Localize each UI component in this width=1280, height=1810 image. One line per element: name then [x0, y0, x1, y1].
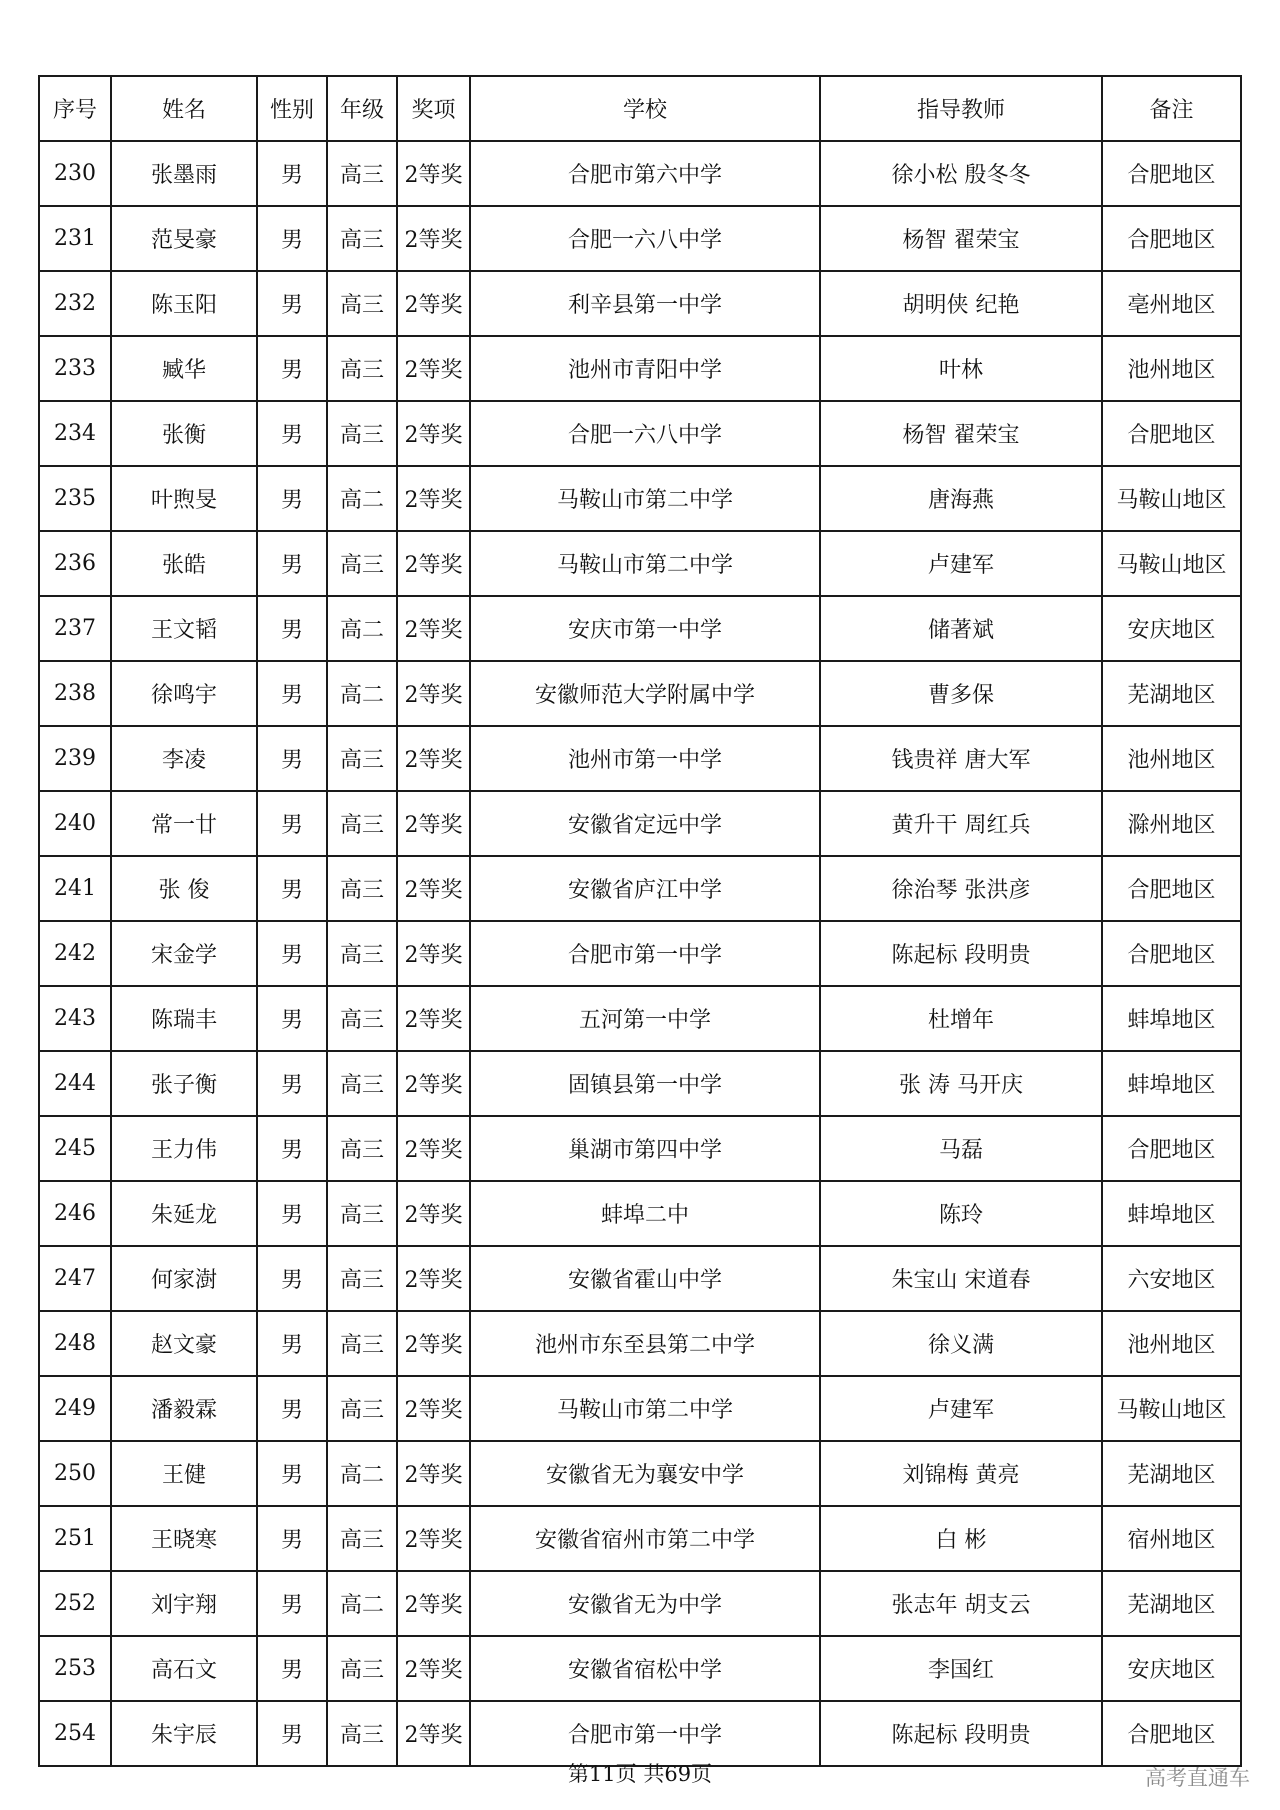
- cell-no: 242: [39, 921, 111, 986]
- table-row: [39, 271, 1241, 336]
- cell-award: 2等奖: [397, 1051, 470, 1116]
- table-row: [39, 856, 1241, 921]
- cell-gender: 男: [257, 921, 327, 986]
- table-row: [39, 596, 1241, 661]
- cell-note: 六安地区: [1102, 1246, 1241, 1311]
- cell-name: 张 俊: [111, 856, 257, 921]
- cell-gender: 男: [257, 531, 327, 596]
- cell-school: 安徽省庐江中学: [470, 856, 820, 921]
- cell-gender: 男: [257, 661, 327, 726]
- cell-teacher: 徐小松 殷冬冬: [820, 141, 1102, 206]
- cell-note: 亳州地区: [1102, 271, 1241, 336]
- cell-note: 马鞍山地区: [1102, 1376, 1241, 1441]
- cell-school: 安徽省宿松中学: [470, 1636, 820, 1701]
- cell-school: 安徽省宿州市第二中学: [470, 1506, 820, 1571]
- cell-school: 池州市东至县第二中学: [470, 1311, 820, 1376]
- cell-gender: 男: [257, 1441, 327, 1506]
- cell-name: 张子衡: [111, 1051, 257, 1116]
- table-row: [39, 921, 1241, 986]
- cell-grade: 高二: [327, 661, 397, 726]
- cell-gender: 男: [257, 1506, 327, 1571]
- cell-award: 2等奖: [397, 1571, 470, 1636]
- cell-note: 蚌埠地区: [1102, 986, 1241, 1051]
- cell-award: 2等奖: [397, 1441, 470, 1506]
- table-row: [39, 986, 1241, 1051]
- cell-no: 237: [39, 596, 111, 661]
- cell-teacher: 陈玲: [820, 1181, 1102, 1246]
- table-row: [39, 1441, 1241, 1506]
- cell-name: 高石文: [111, 1636, 257, 1701]
- cell-grade: 高三: [327, 1311, 397, 1376]
- cell-name: 常一廿: [111, 791, 257, 856]
- cell-award: 2等奖: [397, 401, 470, 466]
- cell-note: 合肥地区: [1102, 921, 1241, 986]
- cell-note: 芜湖地区: [1102, 661, 1241, 726]
- cell-school: 合肥一六八中学: [470, 401, 820, 466]
- cell-award: 2等奖: [397, 1506, 470, 1571]
- cell-grade: 高三: [327, 726, 397, 791]
- cell-note: 蚌埠地区: [1102, 1181, 1241, 1246]
- cell-grade: 高三: [327, 336, 397, 401]
- watermark-text: 高考直通车: [1145, 1766, 1250, 1790]
- cell-gender: 男: [257, 1116, 327, 1181]
- cell-grade: 高三: [327, 986, 397, 1051]
- cell-teacher: 钱贵祥 唐大军: [820, 726, 1102, 791]
- cell-gender: 男: [257, 1636, 327, 1701]
- cell-gender: 男: [257, 466, 327, 531]
- awards-sheet: [38, 75, 1240, 1767]
- cell-teacher: 杨智 翟荣宝: [820, 206, 1102, 271]
- cell-no: 238: [39, 661, 111, 726]
- page-footer: [0, 1758, 1280, 1788]
- cell-note: 合肥地区: [1102, 1701, 1241, 1766]
- cell-name: 李凌: [111, 726, 257, 791]
- cell-name: 朱延龙: [111, 1181, 257, 1246]
- table-row: [39, 1636, 1241, 1701]
- cell-no: 247: [39, 1246, 111, 1311]
- cell-no: 244: [39, 1051, 111, 1116]
- cell-no: 240: [39, 791, 111, 856]
- cell-grade: 高三: [327, 206, 397, 271]
- cell-no: 246: [39, 1181, 111, 1246]
- cell-no: 252: [39, 1571, 111, 1636]
- table-header: [39, 76, 1241, 141]
- cell-grade: 高三: [327, 1506, 397, 1571]
- cell-teacher: 李国红: [820, 1636, 1102, 1701]
- page-number: 第11页 共69页: [567, 1762, 713, 1786]
- cell-gender: 男: [257, 1571, 327, 1636]
- cell-award: 2等奖: [397, 531, 470, 596]
- cell-grade: 高三: [327, 921, 397, 986]
- cell-school: 利辛县第一中学: [470, 271, 820, 336]
- cell-note: 芜湖地区: [1102, 1571, 1241, 1636]
- cell-grade: 高二: [327, 1441, 397, 1506]
- cell-no: 241: [39, 856, 111, 921]
- cell-name: 赵文豪: [111, 1311, 257, 1376]
- cell-teacher: 杨智 翟荣宝: [820, 401, 1102, 466]
- cell-gender: 男: [257, 141, 327, 206]
- cell-teacher: 杜增年: [820, 986, 1102, 1051]
- cell-note: 池州地区: [1102, 336, 1241, 401]
- header-no: 序号: [39, 76, 111, 141]
- cell-grade: 高三: [327, 1051, 397, 1116]
- table-row: [39, 661, 1241, 726]
- cell-award: 2等奖: [397, 986, 470, 1051]
- cell-note: 安庆地区: [1102, 596, 1241, 661]
- cell-grade: 高三: [327, 271, 397, 336]
- cell-gender: 男: [257, 1246, 327, 1311]
- cell-award: 2等奖: [397, 921, 470, 986]
- cell-school: 池州市青阳中学: [470, 336, 820, 401]
- cell-note: 马鞍山地区: [1102, 531, 1241, 596]
- cell-teacher: 马磊: [820, 1116, 1102, 1181]
- cell-no: 231: [39, 206, 111, 271]
- cell-award: 2等奖: [397, 791, 470, 856]
- cell-teacher: 曹多保: [820, 661, 1102, 726]
- cell-school: 五河第一中学: [470, 986, 820, 1051]
- cell-school: 合肥市第一中学: [470, 921, 820, 986]
- cell-award: 2等奖: [397, 141, 470, 206]
- cell-note: 芜湖地区: [1102, 1441, 1241, 1506]
- cell-gender: 男: [257, 271, 327, 336]
- awards-table: [38, 75, 1242, 1767]
- cell-grade: 高三: [327, 1181, 397, 1246]
- cell-school: 安徽师范大学附属中学: [470, 661, 820, 726]
- table-row: [39, 1311, 1241, 1376]
- cell-name: 张皓: [111, 531, 257, 596]
- cell-school: 马鞍山市第二中学: [470, 531, 820, 596]
- cell-name: 徐鸣宇: [111, 661, 257, 726]
- table-row: [39, 1181, 1241, 1246]
- cell-grade: 高三: [327, 791, 397, 856]
- cell-teacher: 储著斌: [820, 596, 1102, 661]
- cell-note: 合肥地区: [1102, 856, 1241, 921]
- cell-teacher: 刘锦梅 黄亮: [820, 1441, 1102, 1506]
- cell-school: 马鞍山市第二中学: [470, 1376, 820, 1441]
- cell-gender: 男: [257, 1376, 327, 1441]
- cell-gender: 男: [257, 1701, 327, 1766]
- cell-teacher: 卢建军: [820, 1376, 1102, 1441]
- cell-no: 234: [39, 401, 111, 466]
- cell-note: 安庆地区: [1102, 1636, 1241, 1701]
- cell-name: 陈玉阳: [111, 271, 257, 336]
- table-row: [39, 206, 1241, 271]
- header-name: 姓名: [111, 76, 257, 141]
- cell-teacher: 卢建军: [820, 531, 1102, 596]
- cell-name: 宋金学: [111, 921, 257, 986]
- cell-note: 宿州地区: [1102, 1506, 1241, 1571]
- cell-teacher: 白 彬: [820, 1506, 1102, 1571]
- cell-award: 2等奖: [397, 1311, 470, 1376]
- cell-grade: 高三: [327, 1376, 397, 1441]
- cell-name: 叶煦旻: [111, 466, 257, 531]
- cell-teacher: 叶林: [820, 336, 1102, 401]
- cell-school: 合肥市第一中学: [470, 1701, 820, 1766]
- cell-gender: 男: [257, 986, 327, 1051]
- cell-award: 2等奖: [397, 336, 470, 401]
- cell-school: 安徽省无为襄安中学: [470, 1441, 820, 1506]
- cell-award: 2等奖: [397, 1116, 470, 1181]
- cell-note: 合肥地区: [1102, 141, 1241, 206]
- header-row: [39, 76, 1241, 141]
- cell-name: 潘毅霖: [111, 1376, 257, 1441]
- cell-no: 232: [39, 271, 111, 336]
- cell-note: 池州地区: [1102, 1311, 1241, 1376]
- cell-grade: 高三: [327, 401, 397, 466]
- cell-note: 合肥地区: [1102, 1116, 1241, 1181]
- cell-grade: 高三: [327, 1246, 397, 1311]
- cell-award: 2等奖: [397, 1636, 470, 1701]
- cell-name: 张衡: [111, 401, 257, 466]
- cell-no: 254: [39, 1701, 111, 1766]
- cell-no: 250: [39, 1441, 111, 1506]
- cell-grade: 高三: [327, 1701, 397, 1766]
- cell-grade: 高三: [327, 531, 397, 596]
- cell-teacher: 胡明侠 纪艳: [820, 271, 1102, 336]
- table-row: [39, 791, 1241, 856]
- cell-school: 安庆市第一中学: [470, 596, 820, 661]
- cell-award: 2等奖: [397, 856, 470, 921]
- header-school: 学校: [470, 76, 820, 141]
- header-grade: 年级: [327, 76, 397, 141]
- cell-teacher: 张 涛 马开庆: [820, 1051, 1102, 1116]
- cell-name: 范旻豪: [111, 206, 257, 271]
- cell-school: 合肥一六八中学: [470, 206, 820, 271]
- header-award: 奖项: [397, 76, 470, 141]
- cell-no: 236: [39, 531, 111, 596]
- cell-note: 合肥地区: [1102, 401, 1241, 466]
- cell-school: 合肥市第六中学: [470, 141, 820, 206]
- cell-award: 2等奖: [397, 661, 470, 726]
- header-gender: 性别: [257, 76, 327, 141]
- cell-award: 2等奖: [397, 466, 470, 531]
- cell-award: 2等奖: [397, 206, 470, 271]
- table-row: [39, 1506, 1241, 1571]
- cell-teacher: 陈起标 段明贵: [820, 1701, 1102, 1766]
- cell-name: 陈瑞丰: [111, 986, 257, 1051]
- cell-award: 2等奖: [397, 596, 470, 661]
- table-row: [39, 1116, 1241, 1181]
- cell-gender: 男: [257, 791, 327, 856]
- cell-no: 235: [39, 466, 111, 531]
- cell-name: 张墨雨: [111, 141, 257, 206]
- cell-gender: 男: [257, 856, 327, 921]
- cell-teacher: 陈起标 段明贵: [820, 921, 1102, 986]
- cell-name: 臧华: [111, 336, 257, 401]
- cell-award: 2等奖: [397, 1701, 470, 1766]
- cell-school: 固镇县第一中学: [470, 1051, 820, 1116]
- cell-award: 2等奖: [397, 1181, 470, 1246]
- table-row: [39, 336, 1241, 401]
- cell-name: 王力伟: [111, 1116, 257, 1181]
- header-note: 备注: [1102, 76, 1241, 141]
- table-row: [39, 401, 1241, 466]
- cell-gender: 男: [257, 596, 327, 661]
- cell-grade: 高二: [327, 466, 397, 531]
- cell-gender: 男: [257, 206, 327, 271]
- cell-name: 朱宇辰: [111, 1701, 257, 1766]
- cell-grade: 高三: [327, 1636, 397, 1701]
- cell-gender: 男: [257, 1181, 327, 1246]
- cell-no: 239: [39, 726, 111, 791]
- table-row: [39, 531, 1241, 596]
- cell-school: 蚌埠二中: [470, 1181, 820, 1246]
- cell-note: 蚌埠地区: [1102, 1051, 1241, 1116]
- cell-name: 王健: [111, 1441, 257, 1506]
- cell-gender: 男: [257, 401, 327, 466]
- cell-award: 2等奖: [397, 271, 470, 336]
- cell-teacher: 徐义满: [820, 1311, 1102, 1376]
- table-row: [39, 466, 1241, 531]
- cell-name: 何家澍: [111, 1246, 257, 1311]
- cell-school: 巢湖市第四中学: [470, 1116, 820, 1181]
- cell-note: 马鞍山地区: [1102, 466, 1241, 531]
- cell-no: 248: [39, 1311, 111, 1376]
- cell-note: 池州地区: [1102, 726, 1241, 791]
- cell-no: 230: [39, 141, 111, 206]
- cell-teacher: 唐海燕: [820, 466, 1102, 531]
- cell-no: 249: [39, 1376, 111, 1441]
- table-row: [39, 1246, 1241, 1311]
- table-row: [39, 726, 1241, 791]
- table-row: [39, 1571, 1241, 1636]
- cell-gender: 男: [257, 1311, 327, 1376]
- cell-grade: 高三: [327, 141, 397, 206]
- cell-name: 王晓寒: [111, 1506, 257, 1571]
- table-row: [39, 141, 1241, 206]
- cell-teacher: 徐治琴 张洪彦: [820, 856, 1102, 921]
- cell-grade: 高三: [327, 856, 397, 921]
- cell-gender: 男: [257, 336, 327, 401]
- cell-school: 安徽省无为中学: [470, 1571, 820, 1636]
- cell-no: 251: [39, 1506, 111, 1571]
- cell-no: 245: [39, 1116, 111, 1181]
- cell-no: 243: [39, 986, 111, 1051]
- cell-teacher: 朱宝山 宋道春: [820, 1246, 1102, 1311]
- cell-grade: 高二: [327, 1571, 397, 1636]
- cell-name: 刘宇翔: [111, 1571, 257, 1636]
- cell-school: 池州市第一中学: [470, 726, 820, 791]
- cell-school: 马鞍山市第二中学: [470, 466, 820, 531]
- cell-no: 233: [39, 336, 111, 401]
- cell-school: 安徽省霍山中学: [470, 1246, 820, 1311]
- cell-no: 253: [39, 1636, 111, 1701]
- cell-school: 安徽省定远中学: [470, 791, 820, 856]
- table-row: [39, 1376, 1241, 1441]
- cell-award: 2等奖: [397, 1376, 470, 1441]
- cell-grade: 高三: [327, 1116, 397, 1181]
- cell-award: 2等奖: [397, 726, 470, 791]
- cell-gender: 男: [257, 1051, 327, 1116]
- cell-note: 滁州地区: [1102, 791, 1241, 856]
- cell-note: 合肥地区: [1102, 206, 1241, 271]
- cell-teacher: 黄升干 周红兵: [820, 791, 1102, 856]
- table-row: [39, 1051, 1241, 1116]
- table-row: [39, 1701, 1241, 1766]
- cell-teacher: 张志年 胡支云: [820, 1571, 1102, 1636]
- cell-grade: 高二: [327, 596, 397, 661]
- cell-gender: 男: [257, 726, 327, 791]
- header-teacher: 指导教师: [820, 76, 1102, 141]
- cell-award: 2等奖: [397, 1246, 470, 1311]
- table-body: [39, 141, 1241, 1766]
- cell-name: 王文韬: [111, 596, 257, 661]
